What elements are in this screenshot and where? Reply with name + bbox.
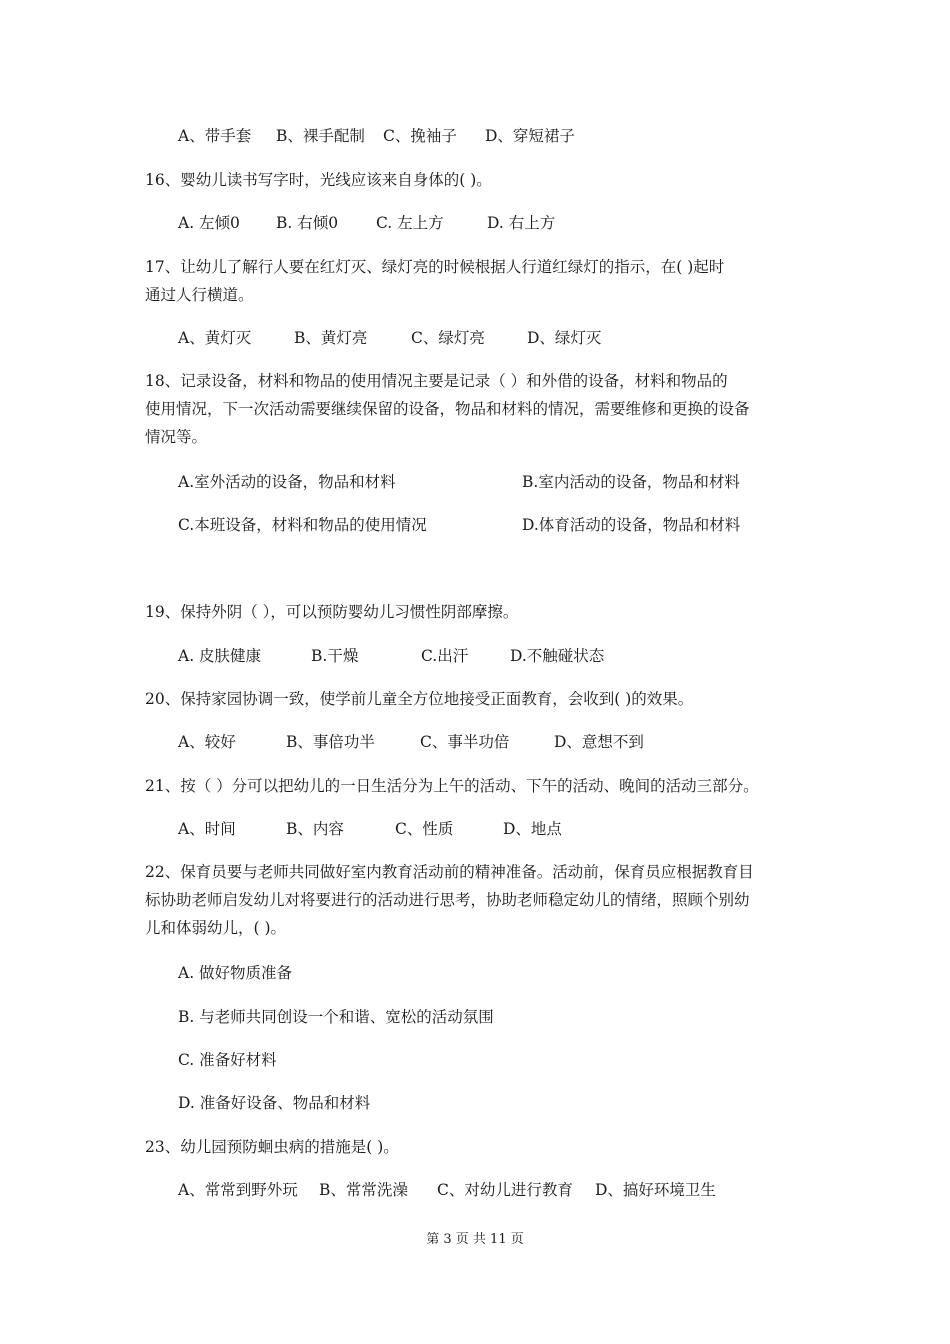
option-d: D、绿灯灭	[527, 329, 602, 347]
question-18-stem-line2: 使用情况，下一次活动需要继续保留的设备，物品和材料的情况，需要维修和更换的设备	[145, 400, 750, 418]
option-a: A. 左倾0	[178, 214, 240, 232]
option-a: A、较好	[178, 733, 236, 751]
q22-option-a: A. 做好物质准备	[178, 964, 293, 982]
question-20-stem: 20、保持家园协调一致，使学前儿童全方位地接受正面教育，会收到( )的效果。	[145, 690, 694, 708]
option-c: C、对幼儿进行教育	[437, 1181, 573, 1199]
option-c: C、事半功倍	[420, 733, 510, 751]
option-b: B、内容	[286, 820, 344, 838]
option-c: C. 左上方	[376, 214, 444, 232]
option-b: B、事倍功半	[286, 733, 375, 751]
option-d: D. 右上方	[487, 214, 556, 232]
question-18-stem-line1: 18、记录设备，材料和物品的使用情况主要是记录（ ）和外借的设备，材料和物品的	[145, 372, 728, 390]
option-c: C、性质	[395, 820, 454, 838]
q22-option-c: C. 准备好材料	[178, 1051, 277, 1069]
option-b: B、裸手配制	[276, 127, 365, 145]
option-c: C.本班设备，材料和物品的使用情况	[178, 516, 427, 534]
option-b: B.室内活动的设备，物品和材料	[522, 473, 740, 491]
option-a: A. 皮肤健康	[178, 647, 262, 665]
question-22-stem-line3: 儿和体弱幼儿，( )。	[145, 919, 287, 937]
option-b: B、常常洗澡	[319, 1181, 408, 1199]
page-footer: 第 3 页 共 11 页	[426, 1232, 524, 1247]
option-a: A.室外活动的设备，物品和材料	[178, 473, 396, 491]
question-17-stem-line1: 17、让幼儿了解行人要在红灯灭、绿灯亮的时候根据人行道红绿灯的指示，在( )起时	[145, 258, 725, 276]
question-23-stem: 23、幼儿园预防蛔虫病的措施是( )。	[145, 1138, 399, 1156]
q22-option-d: D. 准备好设备、物品和材料	[178, 1094, 371, 1112]
option-a: A、常常到野外玩	[178, 1181, 298, 1199]
option-d: D、搞好环境卫生	[595, 1181, 716, 1199]
option-a: A、带手套	[178, 127, 252, 145]
question-21-stem: 21、按（ ）分可以把幼儿的一日生活分为上午的活动、下午的活动、晚间的活动三部分。	[145, 777, 759, 795]
option-d: D、意想不到	[554, 733, 644, 751]
option-c: C.出汗	[421, 647, 469, 665]
question-18-stem-line3: 情况等。	[145, 428, 208, 446]
option-a: A、时间	[178, 820, 236, 838]
question-17-stem-line2: 通过人行横道。	[145, 286, 254, 304]
option-d: D、穿短裙子	[485, 127, 575, 145]
option-c: C、挽袖子	[383, 127, 457, 145]
option-b: B.干燥	[311, 647, 359, 665]
option-d: D.不触碰状态	[510, 647, 605, 665]
question-16-stem: 16、婴幼儿读书写字时，光线应该来自身体的( )。	[145, 171, 492, 189]
option-b: B、黄灯亮	[294, 329, 368, 347]
option-b: B. 右倾0	[276, 214, 339, 232]
question-22-stem-line2: 标协助老师启发幼儿对将要进行的活动进行思考，协助老师稳定幼儿的情绪，照顾个别幼	[145, 891, 750, 909]
option-d: D、地点	[503, 820, 562, 838]
question-19-stem: 19、保持外阴（ ），可以预防婴幼儿习惯性阴部摩擦。	[145, 603, 519, 621]
option-c: C、绿灯亮	[411, 329, 485, 347]
option-a: A、黄灯灭	[178, 329, 252, 347]
question-22-stem-line1: 22、保育员要与老师共同做好室内教育活动前的精神准备。活动前，保育员应根据教育目	[145, 863, 754, 881]
q22-option-b: B. 与老师共同创设一个和谐、宽松的活动氛围	[178, 1008, 494, 1026]
option-d: D.体育活动的设备，物品和材料	[522, 516, 741, 534]
